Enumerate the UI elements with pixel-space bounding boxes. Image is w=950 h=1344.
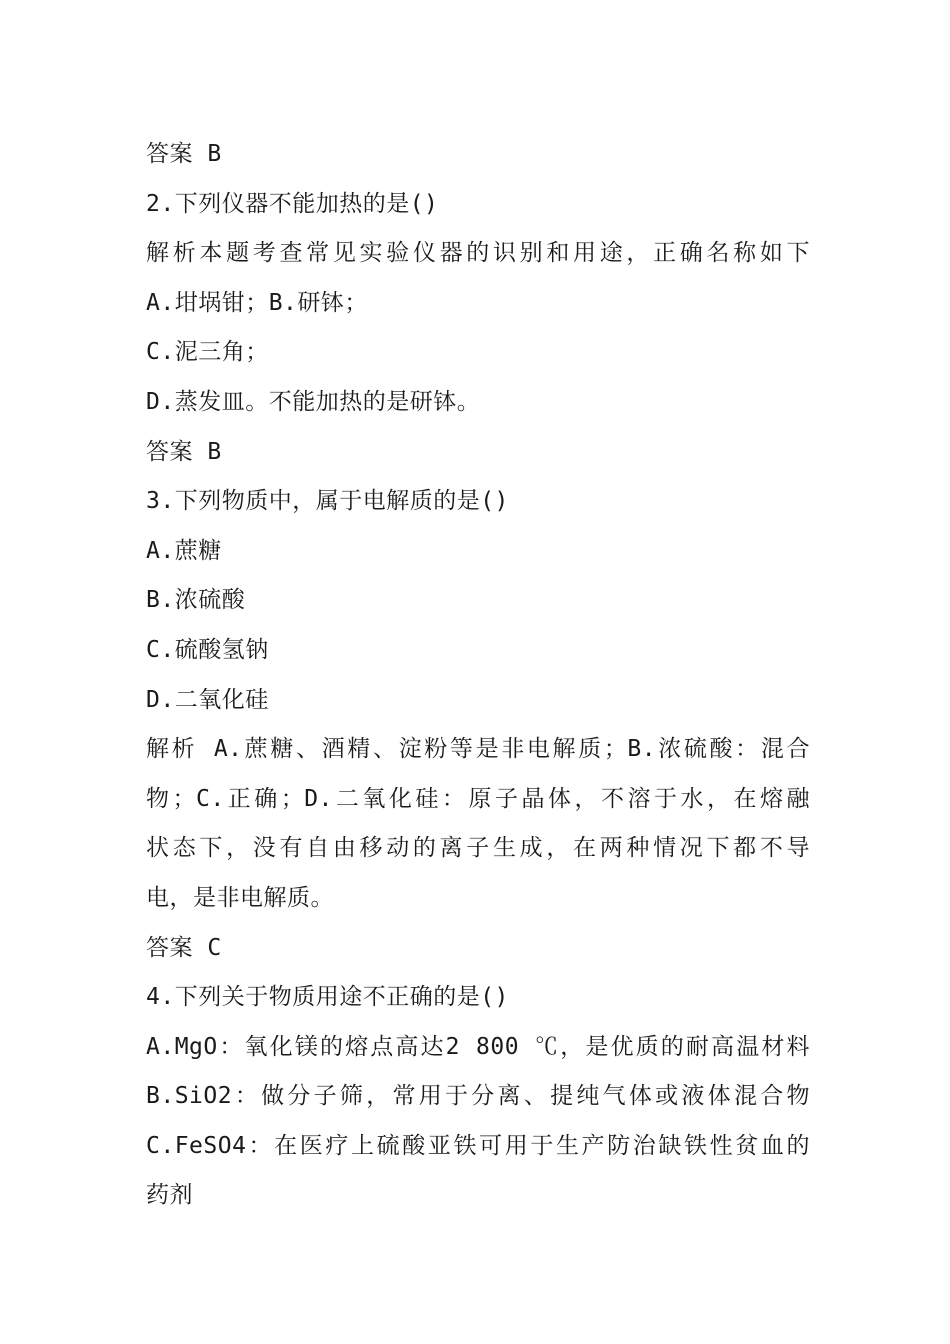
option-b: B.浓硫酸	[146, 587, 246, 614]
option-a: A.蔗糖	[146, 537, 222, 564]
option-line: C.泥三角；	[146, 339, 269, 366]
analysis-line: 电，是非电解质。	[146, 884, 334, 911]
option-c: C.FeSO4：在医疗上硫酸亚铁可用于生产防治缺铁性贫血的	[146, 1132, 810, 1159]
analysis-line: 状态下，没有自由移动的离子生成，在两种情况下都不导	[146, 835, 810, 862]
option-line: D.蒸发皿。不能加热的是研钵。	[146, 388, 481, 415]
option-d: D.二氧化硅	[146, 686, 269, 713]
option-line: A.坩埚钳；B.研钵；	[146, 289, 368, 316]
option-b: B.SiO2：做分子筛，常用于分离、提纯气体或液体混合物	[146, 1083, 810, 1110]
analysis-line: 解析 A.蔗糖、酒精、淀粉等是非电解质；B.浓硫酸：混合	[146, 736, 810, 763]
option-a: A.MgO：氧化镁的熔点高达2 800 ℃，是优质的耐高温材料	[146, 1033, 810, 1060]
answer-line: 答案 C	[146, 934, 222, 961]
question-4: 4.下列关于物质用途不正确的是()	[146, 984, 509, 1011]
option-c-continued: 药剂	[146, 1182, 193, 1209]
analysis-line: 解析本题考查常见实验仪器的识别和用途，正确名称如下	[146, 240, 810, 267]
answer-line: 答案 B	[146, 438, 222, 465]
option-c: C.硫酸氢钠	[146, 636, 269, 663]
answer-line: 答案 B	[146, 141, 222, 167]
question-2: 2.下列仪器不能加热的是()	[146, 190, 439, 217]
question-3: 3.下列物质中，属于电解质的是()	[146, 488, 509, 515]
document-page	[146, 130, 810, 1221]
analysis-line: 物；C.正确；D.二氧化硅：原子晶体，不溶于水，在熔融	[146, 785, 810, 812]
